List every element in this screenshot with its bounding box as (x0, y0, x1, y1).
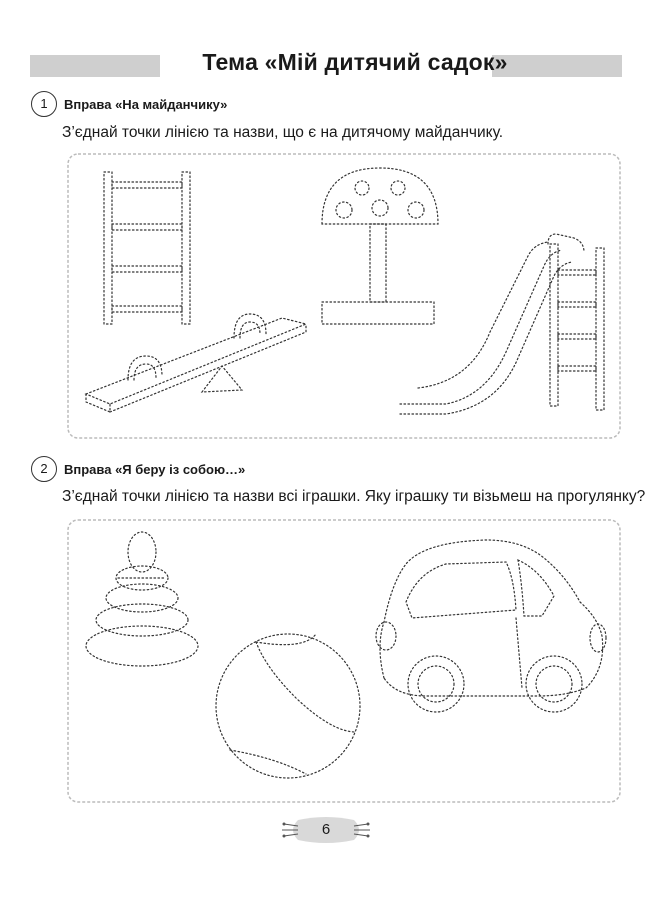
exercise-2-number: 2 (31, 456, 57, 482)
pyramid-toy-outline (86, 532, 198, 666)
title-bar-left-stripe (30, 55, 160, 77)
page-title: Тема «Мій дитячий садок» (202, 49, 508, 75)
exercise-1-frame (66, 152, 622, 440)
exercise-1-title: Вправа «На майданчику» (64, 97, 228, 112)
exercise-2-title: Вправа «Я беру із собою…» (64, 462, 246, 477)
mushroom-shade-outline (322, 168, 438, 324)
ball-outline (216, 634, 360, 778)
ladder-outline (104, 172, 190, 324)
toy-car-outline (376, 540, 606, 712)
exercise-1-number: 1 (31, 91, 57, 117)
exercise-2-frame (66, 518, 622, 804)
page-number: 6 (321, 821, 331, 838)
exercise-1-instruction: З’єднай точки лінією та назви, що є на дитячому майданчику. (62, 124, 504, 141)
seesaw-outline (86, 314, 306, 412)
page-number-badge (278, 814, 374, 846)
exercise-2-instruction: З’єднай точки лінією та назви всі іграшки. Яку іграшку ти візьмеш на прогулянку? (62, 488, 646, 505)
title-bar (30, 49, 622, 77)
